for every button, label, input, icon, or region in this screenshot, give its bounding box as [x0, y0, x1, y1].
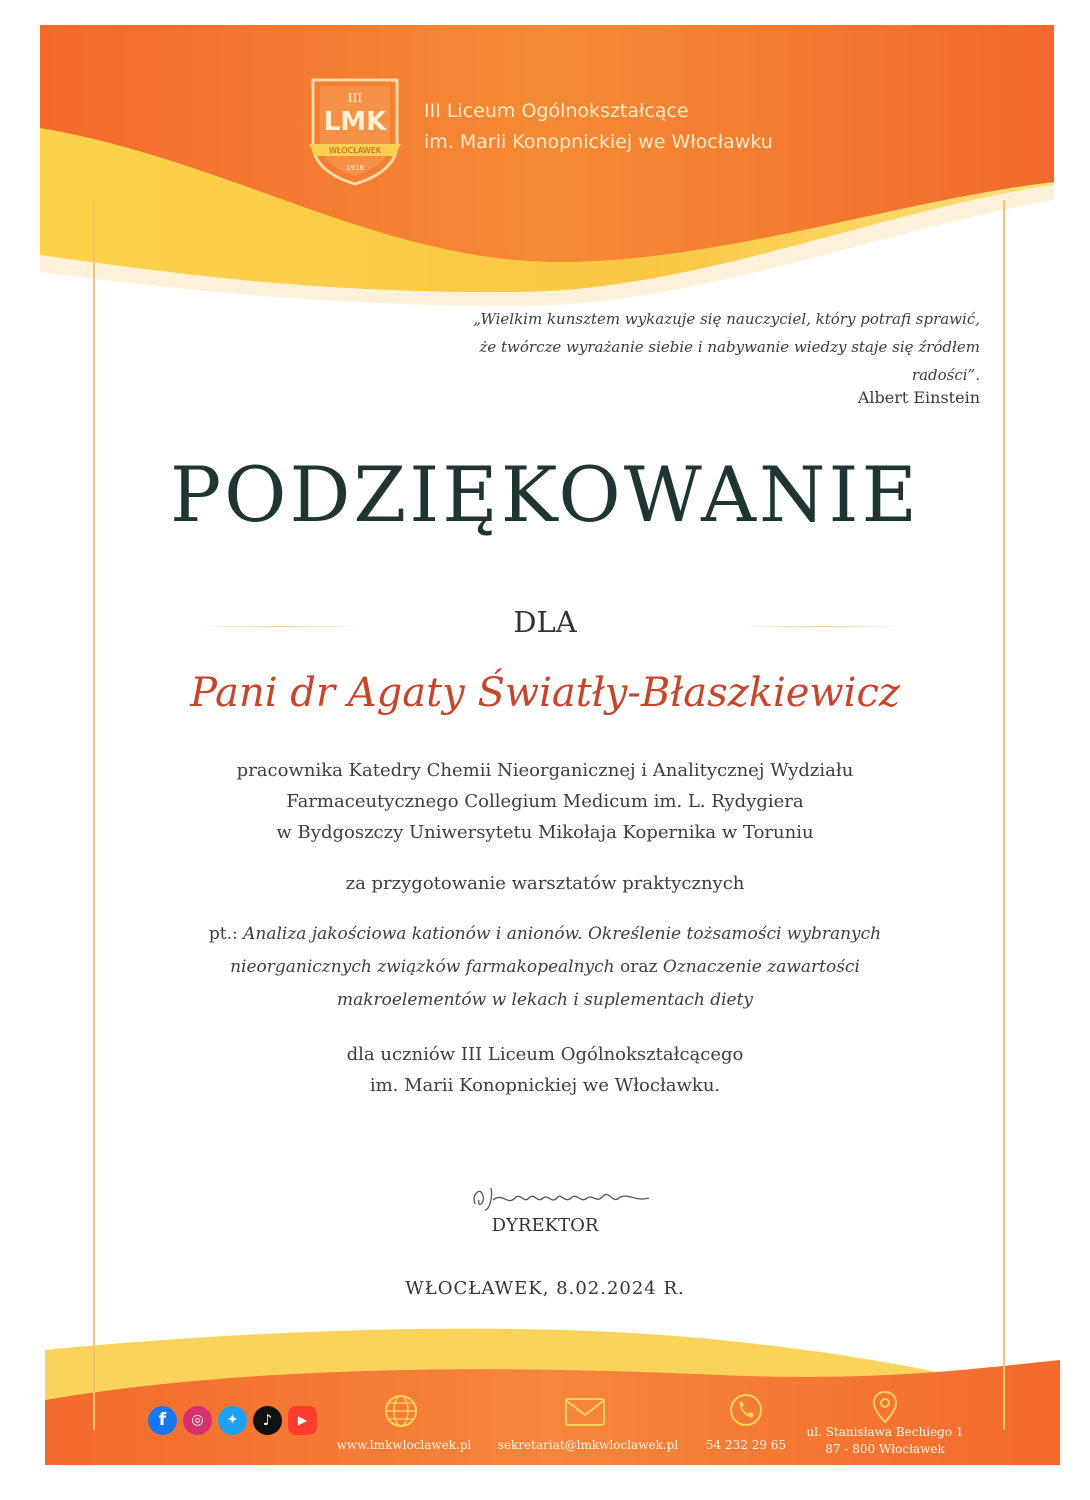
- workshop-line-3: [0, 984, 1090, 1017]
- affiliation-line-3: w Bydgoszczy Uniwersytetu Mikołaja Kopernika w Toruniu: [276, 822, 814, 843]
- quote-line-3: radości”.: [911, 366, 980, 384]
- affiliation: [0, 755, 1090, 848]
- quote-line-1: „Wielkim kunsztem wykazuje się nauczyciel, który potrafi sprawić,: [473, 310, 980, 328]
- workshop-title-1b: nieorganicznych związków farmakopealnych: [230, 957, 615, 977]
- phone-number[interactable]: 54 232 29 65: [705, 1438, 787, 1452]
- audience-line-1: dla uczniów III Liceum Ogólnokształcącego: [346, 1044, 744, 1065]
- recipient-name: Pani dr Agaty Światły-Błaszkiewicz: [190, 670, 900, 716]
- mail-icon: [564, 1396, 606, 1428]
- school-name-line-1: III Liceum Ogólnokształcące: [424, 100, 689, 122]
- facebook-icon[interactable]: f: [148, 1406, 177, 1435]
- director-signature: [463, 1180, 663, 1214]
- workshop-line-1: [0, 918, 1090, 951]
- affiliation-line-1: pracownika Katedry Chemii Nieorganicznej i Analitycznej Wydziału: [236, 760, 854, 781]
- email-link[interactable]: sekretariat@lmkwloclawek.pl: [497, 1438, 679, 1452]
- place-and-date: WŁOCŁAWEK, 8.02.2024 R.: [405, 1278, 685, 1299]
- logo-year: 1918: [346, 164, 364, 172]
- workshop-titles: [0, 918, 1090, 1017]
- address: [800, 1424, 970, 1458]
- website-link[interactable]: www.lmkwloclawek.pl: [336, 1438, 472, 1452]
- director-title: DYREKTOR: [491, 1215, 599, 1236]
- audience-line-2: im. Marii Konopnickiej we Włocławku.: [369, 1075, 721, 1096]
- phone-icon: [728, 1392, 764, 1428]
- quote-author: Albert Einstein: [857, 388, 980, 407]
- workshop-title-2a: Oznaczenie zawartości: [662, 957, 860, 977]
- for-label: DLA: [513, 605, 577, 639]
- affiliation-line-2: Farmaceutycznego Collegium Medicum im. L. Rydygiera: [286, 791, 804, 812]
- school-name: [424, 96, 773, 158]
- school-name-line-2: im. Marii Konopnickiej we Włocławku: [424, 131, 773, 153]
- audience: [0, 1039, 1090, 1101]
- workshop-prefix: pt.:: [208, 924, 244, 944]
- address-line-1: ul. Stanisława Bechiego 1: [806, 1425, 964, 1439]
- reason: za przygotowanie warsztatów praktycznych: [345, 873, 745, 894]
- tiktok-icon[interactable]: ♪: [253, 1406, 282, 1435]
- workshop-connector: oraz: [614, 957, 663, 977]
- page-title: PODZIĘKOWANIE: [170, 450, 920, 539]
- logo-ribbon: WŁOCŁAWEK: [328, 146, 382, 155]
- workshop-line-2: [0, 951, 1090, 984]
- workshop-title-1a: Analiza jakościowa kationów i anionów. Określenie tożsamości wybranych: [243, 924, 882, 944]
- globe-icon: [383, 1393, 419, 1429]
- logo-roman: III: [347, 91, 363, 105]
- location-pin-icon: [872, 1390, 898, 1424]
- quote: [460, 305, 980, 389]
- logo-letters: LMK: [323, 107, 387, 137]
- twitter-icon[interactable]: ✦: [218, 1406, 247, 1435]
- instagram-icon[interactable]: ◎: [183, 1406, 212, 1435]
- quote-line-2: że twórcze wyrażanie siebie i nabywanie wiedzy staje się źródłem: [479, 338, 980, 356]
- address-line-2: 87 - 800 Włocławek: [825, 1442, 945, 1456]
- workshop-title-2b: makroelementów w lekach i suplementach diety: [336, 990, 754, 1010]
- youtube-icon[interactable]: ▶: [288, 1406, 317, 1435]
- school-logo: [305, 74, 405, 186]
